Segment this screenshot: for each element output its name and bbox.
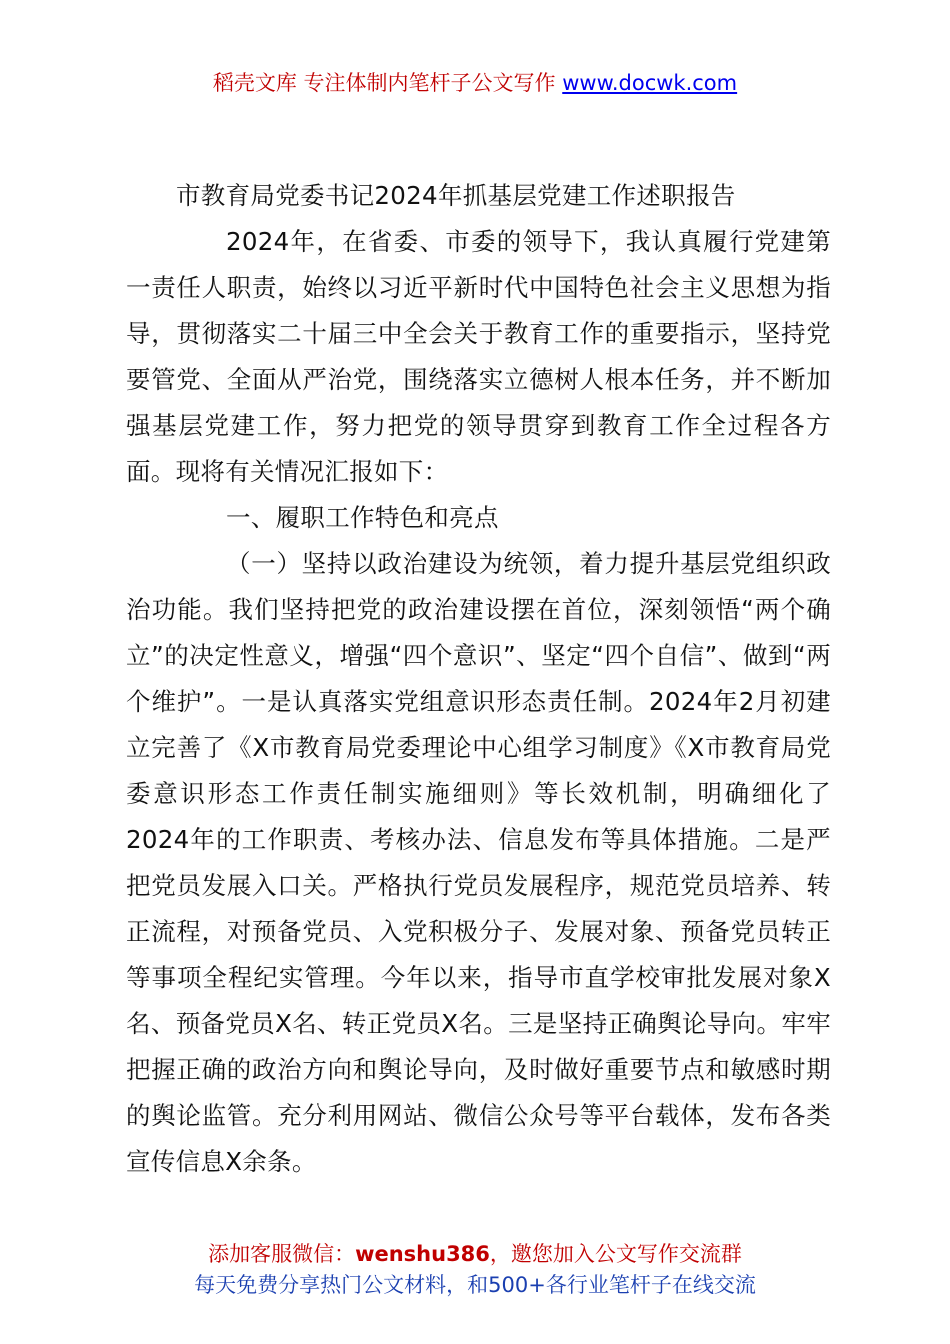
wechat-id: wenshu386 (355, 1242, 490, 1266)
document-title: 市教育局党委书记2024年抓基层党建工作述职报告 (176, 181, 736, 210)
site-header (0, 68, 950, 98)
promo-footer (0, 1239, 950, 1301)
section-heading: 一、履职工作特色和亮点 (226, 503, 499, 532)
site-url-link[interactable]: www.docwk.com (562, 71, 738, 95)
section-paragraph: （一）坚持以政治建设为统领，着力提升基层党组织政治功能。我们坚持把党的政治建设摆在首位，深刻领悟“两个确立”的决定性意义，增强“四个意识”、坚定“四个自信”、做到“两个维护”。一是认真落实党组意识形态责任制。2024年2月初建立完善了《X市教育局党委理论中心组学习制度》《X市教育局党委意识形态工作责任制实施细则》等长效机制，明确细化了2024年的工作职责、考核办法、信息发布等具体措施。二是严把党员发展入口关。严格执行党员发展程序，规范党员培养、转正流程，对预备党员、入党积极分子、发展对象、预备党员转正等事项全程纪实管理。今年以来，指导市直学校审批发展对象X名、预备党员X名、转正党员X名。三是坚持正确舆论导向。牢牢把握正确的政治方向和舆论导向，及时做好重要节点和敏感时期的舆论监管。充分利用网站、微信公众号等平台载体，发布各类宣传信息X余条。 (126, 549, 831, 1176)
footer-line-share: 每天免费分享热门公文材料，和500+各行业笔杆子在线交流 (194, 1273, 756, 1297)
footer-wechat-prefix: 添加客服微信： (208, 1242, 356, 1266)
footer-wechat-suffix: ，邀您加入公文写作交流群 (489, 1242, 742, 1266)
document-body (126, 173, 831, 1185)
footer-line-wechat (0, 1239, 950, 1270)
site-brand: 稻壳文库 专注体制内笔杆子公文写作 (212, 71, 556, 95)
intro-paragraph: 2024年，在省委、市委的领导下，我认真履行党建第一责任人职责，始终以习近平新时代中国特色社会主义思想为指导，贯彻落实二十届三中全会关于教育工作的重要指示，坚持党要管党、全面从严治党，围绕落实立德树人根本任务，并不断加强基层党建工作，努力把党的领导贯穿到教育工作全过程各方面。现将有关情况汇报如下： (126, 227, 831, 486)
